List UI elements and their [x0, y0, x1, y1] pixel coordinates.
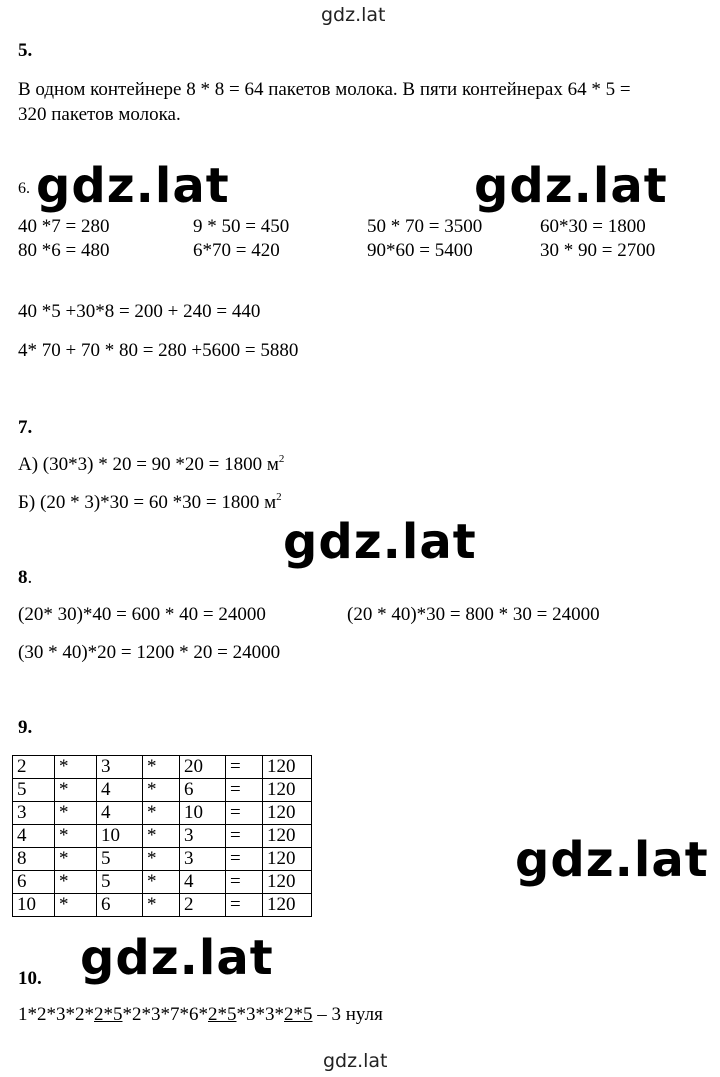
table-cell: =	[226, 848, 263, 871]
table-row	[13, 825, 312, 848]
task-10-result: – 3 нуля	[312, 1004, 383, 1025]
table-cell: *	[143, 894, 180, 917]
task-5-number: 5.	[18, 40, 33, 61]
table-cell: 4	[13, 825, 55, 848]
task-8-number-dot: .	[27, 567, 33, 588]
table-cell: 5	[97, 871, 143, 894]
task-7-a-text: А) (30*3) * 20 = 90 *20 = 1800 м	[18, 454, 279, 475]
square-exponent: 2	[276, 491, 282, 503]
watermark: gdz.lat	[283, 514, 477, 570]
table-cell: 6	[97, 894, 143, 917]
table-cell: 120	[263, 894, 312, 917]
table-cell: 10	[97, 825, 143, 848]
watermark: gdz.lat	[515, 832, 709, 888]
table-cell: 6	[13, 871, 55, 894]
task-10-underlined-pair: 2*5	[94, 1004, 123, 1025]
table-cell: *	[55, 825, 97, 848]
task-10-expression	[18, 1004, 383, 1026]
task-6-cell: 90*60 = 5400	[367, 240, 473, 261]
task-6-number: 6.	[18, 180, 30, 197]
table-cell: 2	[13, 756, 55, 779]
task-8-number	[18, 567, 32, 589]
task-6-cell: 30 * 90 = 2700	[540, 240, 656, 261]
table-row	[13, 756, 312, 779]
task-7-number: 7.	[18, 417, 33, 438]
task-6-expression-2: 4* 70 + 70 * 80 = 280 +5600 = 5880	[18, 340, 299, 361]
task-10-underlined-pair: 2*5	[208, 1004, 237, 1025]
task-10-part: 1*2*3*2*	[18, 1004, 94, 1025]
table-cell: 120	[263, 825, 312, 848]
task-8-expression-1: (20* 30)*40 = 600 * 40 = 24000	[18, 604, 266, 625]
task-6-cell: 6*70 = 420	[193, 240, 280, 261]
watermark: gdz.lat	[36, 158, 230, 214]
table-cell: 10	[13, 894, 55, 917]
table-cell: 2	[180, 894, 226, 917]
table-cell: =	[226, 802, 263, 825]
task-9-table	[12, 755, 312, 917]
page-footer: gdz.lat	[323, 1050, 388, 1072]
task-9-number: 9.	[18, 717, 33, 738]
square-exponent: 2	[278, 453, 285, 465]
table-cell: *	[55, 848, 97, 871]
table-cell: 3	[97, 756, 143, 779]
table-cell: 120	[263, 779, 312, 802]
table-row	[13, 848, 312, 871]
table-cell: *	[143, 825, 180, 848]
table-cell: 8	[13, 848, 55, 871]
table-cell: *	[55, 756, 97, 779]
task-6-expression-1: 40 *5 +30*8 = 200 + 240 = 440	[18, 301, 261, 322]
table-cell: 3	[180, 848, 226, 871]
table-cell: =	[226, 894, 263, 917]
table-cell: *	[55, 779, 97, 802]
table-row	[13, 871, 312, 894]
task-8-number-digit: 8	[18, 567, 28, 588]
task-8-expression-3: (30 * 40)*20 = 1200 * 20 = 24000	[18, 642, 281, 663]
table-cell: *	[143, 871, 180, 894]
table-cell: *	[143, 756, 180, 779]
task-7-line-b	[18, 492, 282, 514]
table-row	[13, 802, 312, 825]
table-cell: =	[226, 756, 263, 779]
table-cell: =	[226, 825, 263, 848]
task-10-part: *2*3*7*6*	[122, 1004, 208, 1025]
table-row	[13, 779, 312, 802]
task-10-number: 10.	[18, 968, 42, 989]
table-cell: 10	[180, 802, 226, 825]
task-5-line-1: В одном контейнере 8 * 8 = 64 пакетов молока. В пяти контейнерах 64 * 5 =	[18, 79, 631, 100]
table-cell: *	[143, 848, 180, 871]
task-5-line-2: 320 пакетов молока.	[18, 104, 181, 125]
watermark: gdz.lat	[80, 930, 274, 986]
table-row	[13, 894, 312, 917]
task-7-b-text: Б) (20 * 3)*30 = 60 *30 = 1800 м	[18, 492, 277, 513]
task-6-cell: 60*30 = 1800	[540, 216, 646, 237]
task-6-cell: 80 *6 = 480	[18, 240, 110, 261]
task-8-expression-2: (20 * 40)*30 = 800 * 30 = 24000	[347, 604, 600, 625]
table-cell: *	[55, 802, 97, 825]
table-cell: 4	[97, 779, 143, 802]
table-cell: *	[143, 779, 180, 802]
table-cell: 4	[97, 802, 143, 825]
table-cell: 6	[180, 779, 226, 802]
table-cell: *	[55, 894, 97, 917]
table-cell: 120	[263, 871, 312, 894]
table-cell: 20	[180, 756, 226, 779]
task-6-cell: 9 * 50 = 450	[193, 216, 290, 237]
task-10-underlined-pair: 2*5	[284, 1004, 313, 1025]
table-cell: *	[55, 871, 97, 894]
table-cell: 4	[180, 871, 226, 894]
table-cell: 3	[13, 802, 55, 825]
task-6-cell: 50 * 70 = 3500	[367, 216, 483, 237]
table-cell: =	[226, 779, 263, 802]
task-7-line-a	[18, 454, 284, 476]
table-cell: 120	[263, 802, 312, 825]
table-cell: 120	[263, 756, 312, 779]
page-header: gdz.lat	[321, 4, 386, 26]
task-10-part: *3*3*	[236, 1004, 284, 1025]
watermark: gdz.lat	[474, 158, 668, 214]
table-cell: =	[226, 871, 263, 894]
table-cell: *	[143, 802, 180, 825]
table-cell: 3	[180, 825, 226, 848]
table-cell: 5	[97, 848, 143, 871]
table-cell: 5	[13, 779, 55, 802]
task-6-cell: 40 *7 = 280	[18, 216, 110, 237]
table-cell: 120	[263, 848, 312, 871]
